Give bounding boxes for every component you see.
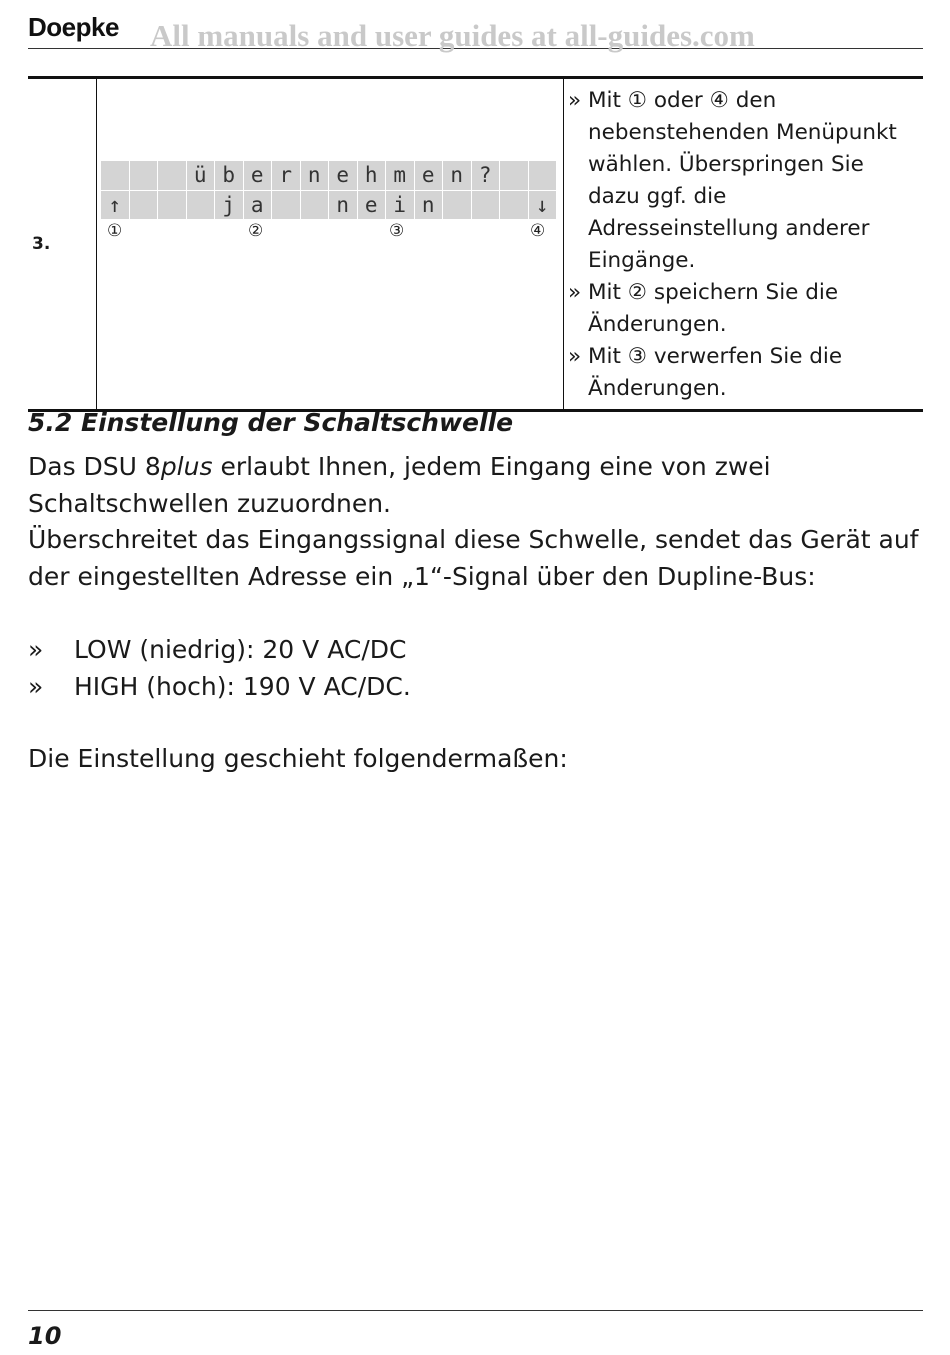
lcd-char-cell <box>130 191 158 220</box>
lcd-char-cell: j <box>215 191 243 220</box>
marker-4: ④ <box>530 221 546 241</box>
lcd-char-cell: m <box>386 161 414 190</box>
lcd-char-cell: ü <box>187 161 215 190</box>
marker-2: ② <box>248 221 264 241</box>
instruction-item <box>568 85 919 277</box>
instruction-item <box>568 277 919 341</box>
bullet-marker: » <box>568 280 582 305</box>
signal-paragraph: Überschreitet das Eingangssignal diese Schwelle, sendet das Gerät auf der eingestellten Adresse ein „1“-Signal über den Dupline-Bus: <box>28 525 919 591</box>
lcd-char-cell <box>272 191 300 220</box>
list-item <box>28 668 411 705</box>
step-number: 3. <box>28 78 97 411</box>
product-suffix: plus <box>160 452 213 481</box>
instruction-text: Mit ② speichern Sie die Änderungen. <box>588 280 839 337</box>
page-header <box>28 10 923 53</box>
lcd-char-cell <box>443 191 471 220</box>
lcd-char-cell: e <box>358 191 386 220</box>
instructions-cell <box>564 78 924 411</box>
instruction-text: Mit ① oder ④ den nebenstehenden Menüpunkt wählen. Überspringen Sie dazu ggf. die Adresseinstellung anderer Eingänge. <box>588 88 897 273</box>
marker-1: ① <box>107 221 123 241</box>
list-item-text: LOW (niedrig): 20 V AC/DC <box>74 635 407 664</box>
brand-logo: Doepke <box>28 12 119 42</box>
intro-paragraph <box>28 448 923 522</box>
lcd-char-cell: e <box>415 161 443 190</box>
lcd-char-cell: e <box>244 161 272 190</box>
lcd-char-cell: n <box>443 161 471 190</box>
lcd-char-cell <box>301 191 329 220</box>
footer-divider <box>28 1310 923 1311</box>
instruction-item <box>568 341 919 405</box>
step-table <box>28 76 923 412</box>
lcd-char-cell: ↓ <box>529 191 557 220</box>
lcd-char-cell: b <box>215 161 243 190</box>
bullet-marker: » <box>568 88 582 113</box>
lcd-char-cell <box>472 191 500 220</box>
lcd-char-cell: n <box>415 191 443 220</box>
bullet-marker: » <box>568 344 582 369</box>
lcd-display-cell <box>97 78 564 411</box>
intro-text-after: erlaubt Ihnen, jedem Eingang eine von zwei Schaltschwellen zuzuordnen. <box>28 452 771 518</box>
lcd-char-cell <box>158 191 186 220</box>
list-item-text: HIGH (hoch): 190 V AC/DC. <box>74 672 411 701</box>
lcd-char-cell: ↑ <box>101 191 129 220</box>
lcd-char-cell: h <box>358 161 386 190</box>
instruction-text: Mit ③ verwerfen Sie die Änderungen. <box>588 344 843 401</box>
lcd-char-cell <box>158 161 186 190</box>
lcd-char-cell <box>500 191 528 220</box>
lcd-char-cell: e <box>329 161 357 190</box>
list-marker: » <box>28 672 44 701</box>
intro-text-before: Das DSU 8 <box>28 452 161 481</box>
lcd-char-cell <box>101 161 129 190</box>
list-item <box>28 631 406 668</box>
lcd-char-cell <box>500 161 528 190</box>
lcd-display <box>101 161 556 219</box>
lcd-char-cell <box>529 161 557 190</box>
watermark-text: All manuals and user guides at all-guides.com <box>150 18 755 53</box>
marker-3: ③ <box>389 221 405 241</box>
lcd-char-cell <box>130 161 158 190</box>
lcd-char-cell: i <box>386 191 414 220</box>
list-marker: » <box>28 635 44 664</box>
closing-paragraph: Die Einstellung geschieht folgendermaßen: <box>28 744 568 773</box>
section-title: 5.2 Einstellung der Schaltschwelle <box>28 408 514 437</box>
lcd-char-cell: n <box>301 161 329 190</box>
lcd-char-cell: n <box>329 191 357 220</box>
lcd-char-cell: ? <box>472 161 500 190</box>
lcd-char-cell: a <box>244 191 272 220</box>
page-number: 10 <box>28 1322 62 1350</box>
lcd-char-cell: r <box>272 161 300 190</box>
lcd-char-cell <box>187 191 215 220</box>
